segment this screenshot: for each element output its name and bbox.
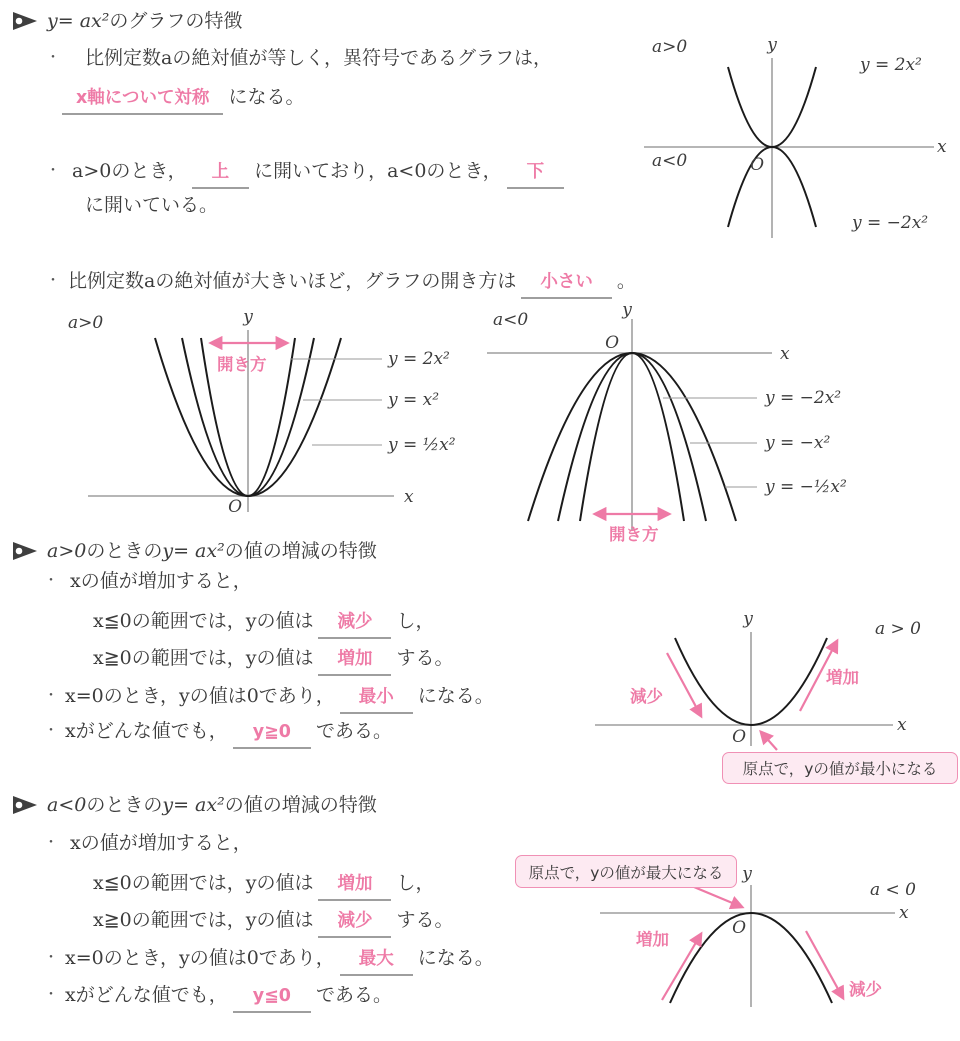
maximum-callout	[515, 855, 737, 888]
graph-symmetric-parabolas	[628, 24, 960, 248]
s1-b1-pre: 比例定数aの絶対値が等しく，異符号であるグラフは，	[85, 47, 552, 69]
answer-blank-increase: 増加	[318, 873, 391, 901]
curve-label-neg2x2: y = −2x²	[852, 213, 929, 233]
s3-b1a-pre: x≦0の範囲では，yの値は	[93, 872, 314, 894]
heading-math: y= ax²	[162, 794, 225, 816]
heading-text: のときの	[86, 794, 163, 816]
answer-blank-decrease: 減少	[318, 611, 391, 639]
maximum-callout-text: 原点で，yの値が最大になる	[528, 863, 724, 882]
answer-blank-up: 上	[192, 161, 250, 189]
s1-b2-line1	[72, 158, 569, 189]
decrease-arrow	[667, 653, 701, 716]
answer-blank-y-range: y≧0	[233, 721, 311, 749]
bullet-dot: ・	[44, 573, 58, 589]
bullet-dot: ・	[44, 987, 58, 1003]
decrease-label: 減少	[849, 980, 882, 999]
s1-b2-line2-text: に開いている。	[85, 194, 219, 216]
s1-b1-line1	[85, 45, 552, 72]
s3-b2-pre: x=0のとき，yの値は0であり，	[65, 947, 335, 969]
s1-b3-pre: 比例定数aの絶対値が大きいほど，グラフの開き方は	[68, 270, 517, 292]
label-a-negative: a < 0	[870, 880, 917, 900]
s2-b3-after: である。	[315, 720, 392, 742]
s2-b3-pre: xがどんな値でも，	[65, 720, 228, 742]
bullet-dot: ・	[44, 950, 58, 966]
s1-b1-line2	[57, 84, 304, 115]
s2-b1b-line	[93, 645, 453, 676]
s2-b1b-pre: x≧0の範囲では，yの値は	[93, 647, 314, 669]
heading-math: y= ax²	[47, 10, 110, 32]
opening-width-label: 開き方	[217, 355, 267, 374]
bullet-dot: ・	[46, 163, 60, 179]
heading-text: のときの	[86, 540, 163, 562]
bullet-dot: ・	[44, 723, 58, 739]
s2-b2-pre: x=0のとき，yの値は0であり，	[65, 685, 335, 707]
y-axis-label: y	[622, 303, 632, 320]
s2-b2-line	[65, 683, 494, 714]
heading-math: a<0	[47, 794, 87, 816]
bullet-dot: ・	[44, 835, 58, 851]
x-axis-label: x	[899, 903, 909, 923]
answer-blank-maximum: 最大	[340, 948, 413, 976]
label-a-positive: a > 0	[875, 619, 922, 639]
origin-label: O	[750, 155, 764, 175]
x-axis-label: x	[897, 715, 907, 735]
heading-math: y= ax²	[162, 540, 225, 562]
section-marker-icon	[12, 11, 38, 31]
x-axis-label: x	[780, 344, 790, 364]
curve-label-negx2: y = −x²	[765, 433, 831, 453]
y-axis-label: y	[243, 307, 253, 327]
curve-label-2x2: y = 2x²	[860, 55, 922, 75]
answer-blank-decrease: 減少	[318, 910, 391, 938]
s1-b2-line2	[85, 192, 218, 219]
opening-width-label: 開き方	[609, 525, 659, 544]
minimum-callout	[722, 752, 958, 784]
callout-arrow	[761, 732, 777, 750]
answer-blank-symmetry: x軸について対称	[62, 87, 223, 115]
y-axis-label: y	[767, 35, 777, 55]
answer-blank-down: 下	[507, 161, 565, 189]
s3-b1-line	[70, 830, 252, 857]
answer-blank-small: 小さい	[521, 271, 612, 299]
s1-b1-after: になる。	[228, 86, 305, 108]
callout-arrow	[694, 887, 742, 907]
bullet-dot: ・	[46, 50, 60, 66]
label-a-positive: a>0	[652, 37, 688, 57]
answer-blank-y-range: y≦0	[233, 985, 311, 1013]
s3-b2-line	[65, 945, 494, 976]
origin-label: O	[732, 727, 746, 747]
s2-b1-text: xの値が増加すると，	[70, 570, 252, 592]
heading-text: の値の増減の特徴	[224, 540, 377, 562]
label-a-positive: a>0	[68, 313, 104, 333]
heading-text: の値の増減の特徴	[224, 794, 377, 816]
origin-label: O	[732, 918, 746, 938]
graph-a-positive-widths	[60, 306, 480, 532]
y-axis-label: y	[742, 864, 752, 884]
answer-blank-minimum: 最小	[340, 686, 413, 714]
decrease-label: 減少	[630, 687, 663, 706]
s3-b1b-line	[93, 907, 453, 938]
bullet-dot: ・	[46, 273, 60, 289]
section3-heading	[12, 792, 377, 818]
s2-b1-line	[70, 568, 252, 595]
label-a-negative: a<0	[652, 151, 688, 171]
curve-label-neg2x2: y = −2x²	[765, 388, 842, 408]
curve-label-neghalf-x2: y = −½x²	[765, 477, 847, 497]
s1-b2-pre: a>0のとき，	[72, 160, 187, 182]
s3-b1-text: xの値が増加すると，	[70, 832, 252, 854]
increase-label: 増加	[826, 668, 859, 687]
section-marker-icon	[12, 795, 38, 815]
origin-label: O	[228, 497, 242, 517]
s3-b1b-pre: x≧0の範囲では，yの値は	[93, 909, 314, 931]
minimum-callout-text: 原点で，yの値が最小になる	[742, 760, 938, 778]
s2-b1b-after: する。	[396, 647, 454, 669]
bullet-dot: ・	[44, 688, 58, 704]
s2-b3-line	[65, 718, 392, 749]
s1-b2-mid: に開いており，a<0のとき，	[254, 160, 502, 182]
s2-b1a-pre: x≦0の範囲では，yの値は	[93, 610, 314, 632]
increase-label: 増加	[636, 930, 669, 949]
s3-b1a-line	[93, 870, 434, 901]
origin-label: O	[605, 333, 619, 353]
curve-label-2x2: y = 2x²	[388, 349, 450, 369]
s3-b3-line	[65, 982, 392, 1013]
section2-heading	[12, 538, 377, 564]
s3-b1b-after: する。	[396, 909, 454, 931]
s1-b3-line	[68, 268, 636, 299]
s3-b1a-after: し，	[396, 872, 435, 894]
x-axis-label: x	[937, 137, 947, 157]
graph-a-negative-widths	[485, 303, 960, 545]
heading-math: a>0	[47, 540, 87, 562]
s2-b1a-line	[93, 608, 434, 639]
section1-heading	[12, 8, 242, 34]
s2-b1a-after: し，	[396, 610, 435, 632]
section-marker-icon	[12, 541, 38, 561]
curve-label-half-x2: y = ½x²	[388, 435, 456, 455]
answer-blank-increase: 増加	[318, 648, 391, 676]
s2-b2-after: になる。	[417, 685, 494, 707]
s1-b3-after: 。	[616, 270, 636, 292]
label-a-negative: a<0	[493, 310, 529, 330]
x-axis-label: x	[404, 487, 414, 507]
heading-text: のグラフの特徴	[109, 10, 243, 32]
curve-label-x2: y = x²	[388, 390, 440, 410]
s3-b2-after: になる。	[417, 947, 494, 969]
y-axis-label: y	[743, 609, 753, 629]
s3-b3-after: である。	[315, 984, 392, 1006]
s3-b3-pre: xがどんな値でも，	[65, 984, 228, 1006]
